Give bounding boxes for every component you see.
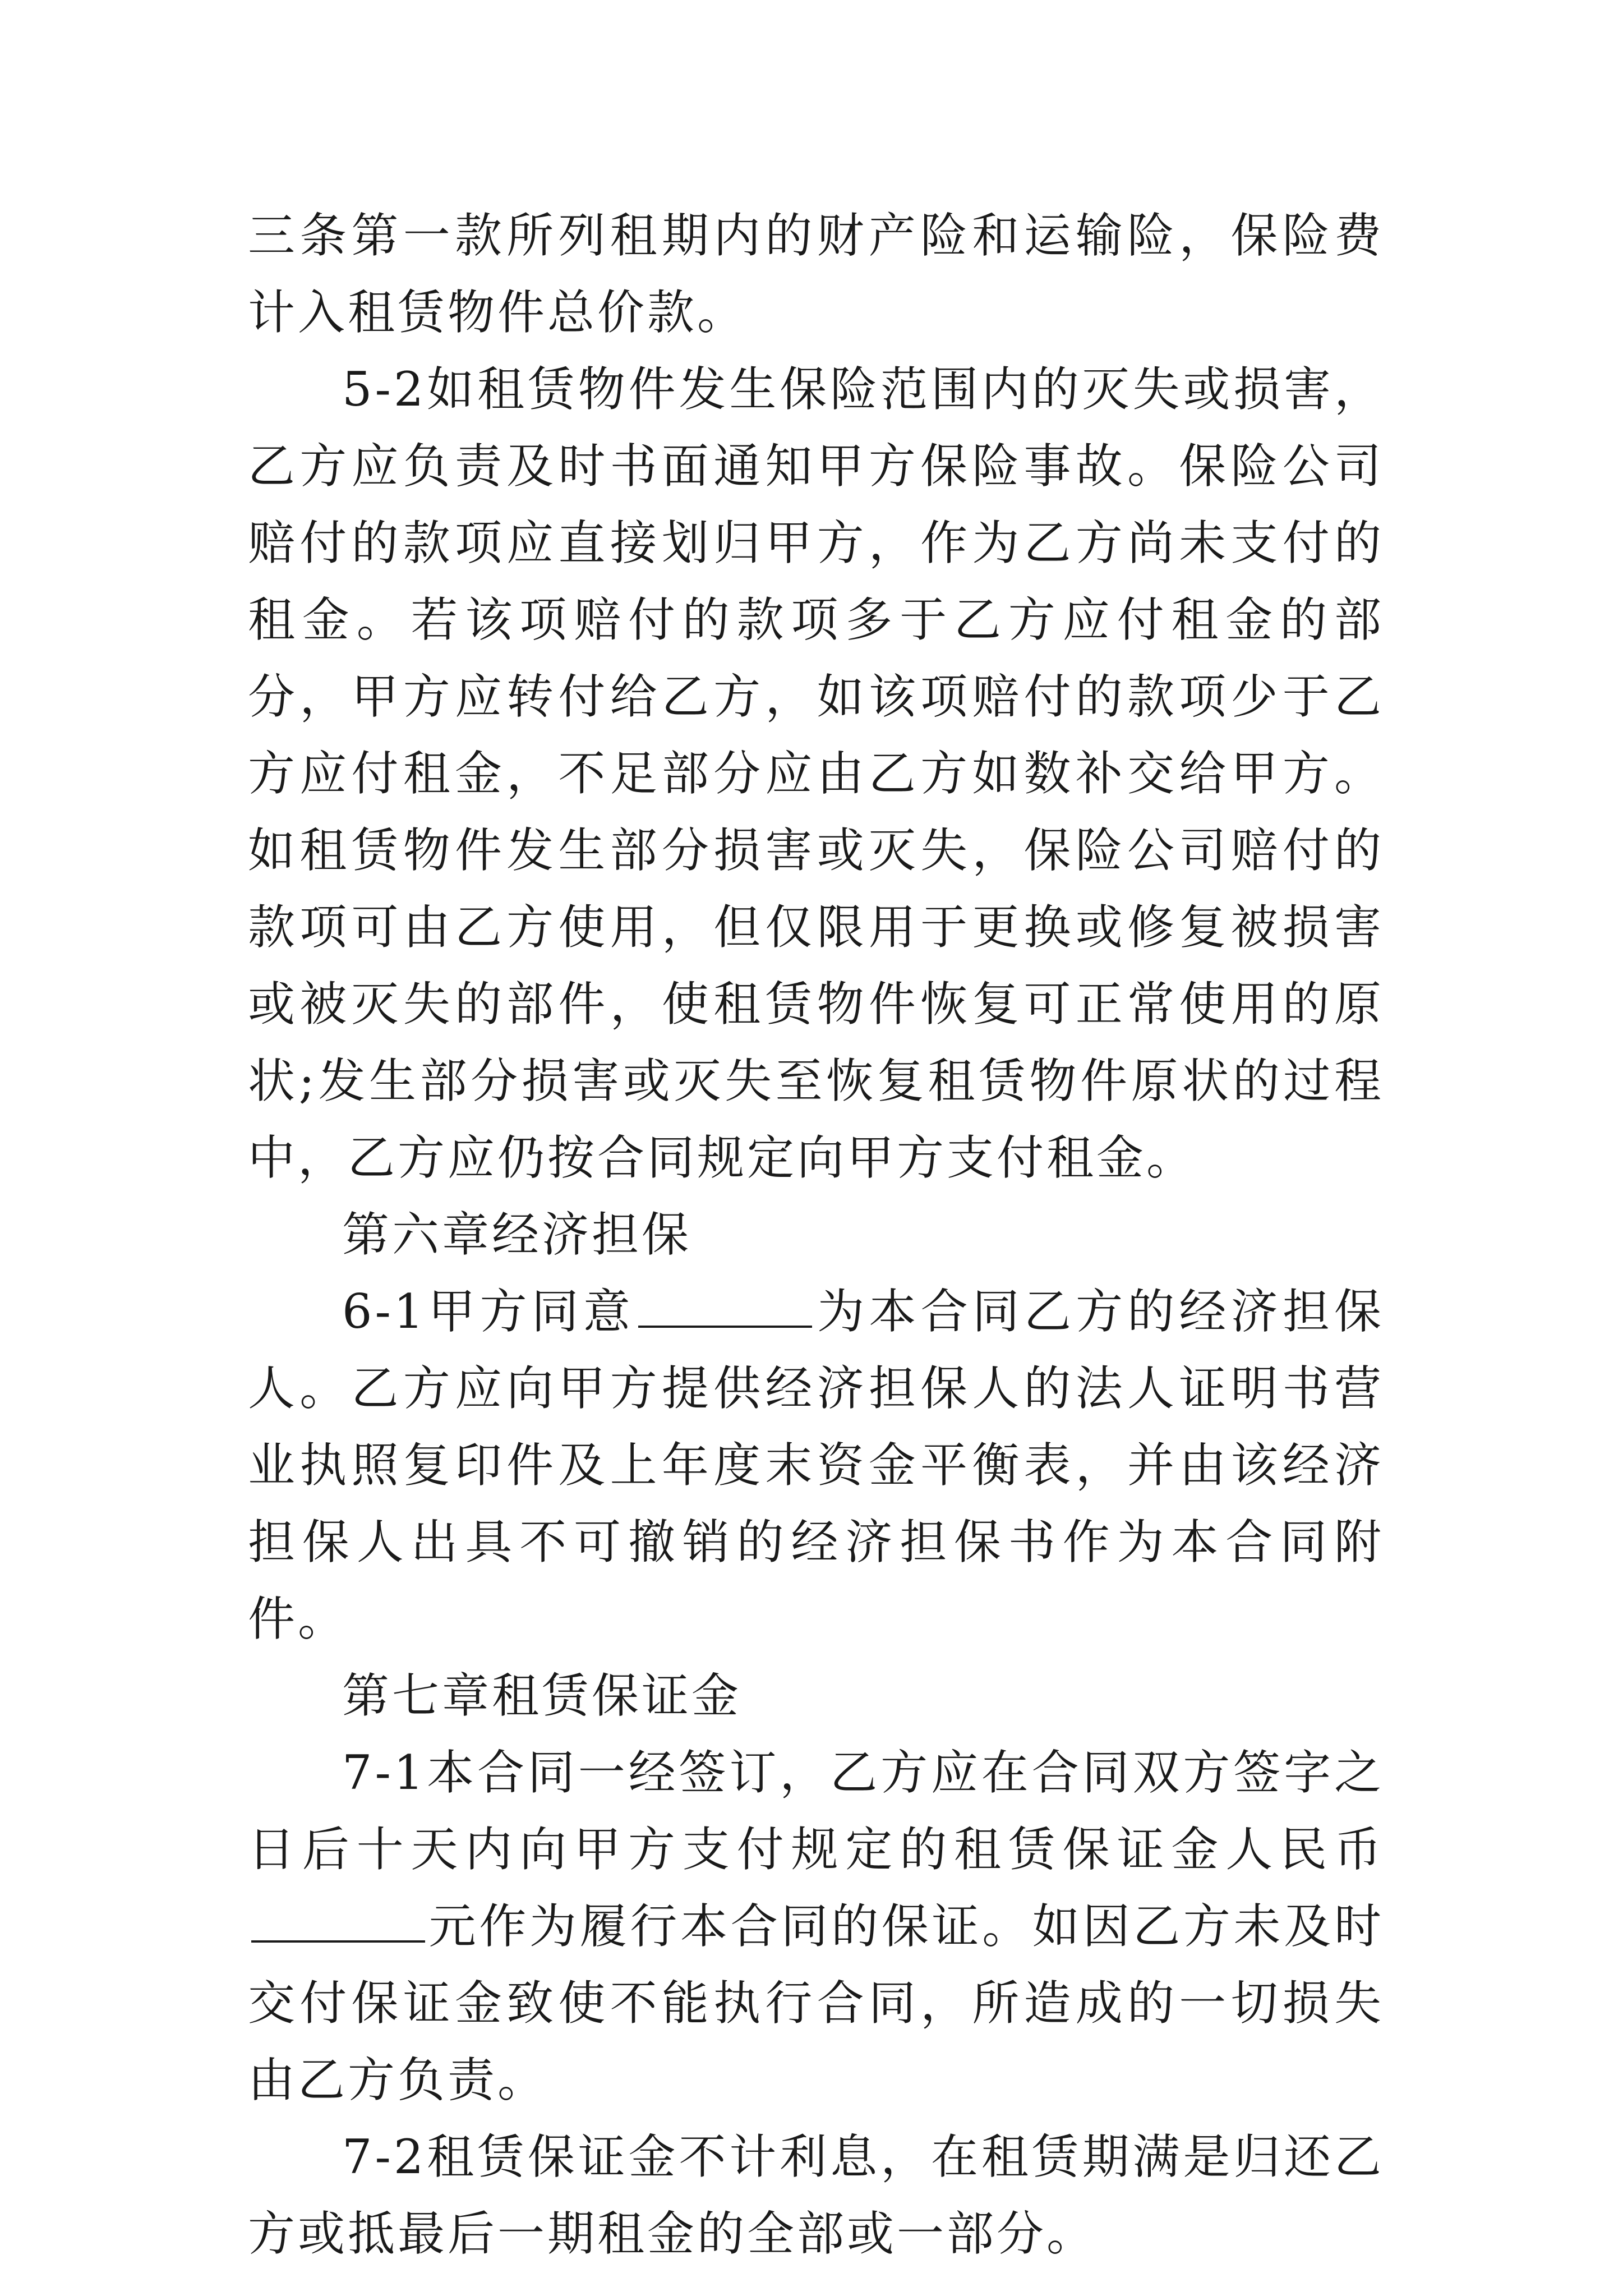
guarantor-blank	[638, 1292, 812, 1328]
paragraph-7-1-rest: 元作为履行本合同的保证。如因乙方未及时交付保证金致使不能执行合同，所造成的一切损失由乙方负责。	[248, 1899, 1384, 2108]
paragraph-7-1-lead: 7-1本合同一经签订，乙方应在合同双方签字之日后十天内向甲方支付规定的租赁保证金人民币	[248, 1745, 1384, 1877]
chapter-6-heading: 第六章经济担保	[342, 1207, 692, 1262]
paragraph-6-1-lead: 6-1甲方同意	[342, 1284, 635, 1339]
paragraph-6-1-rest: 为本合同乙方的经济担保人。乙方应向甲方提供经济担保人的法人证明书营业执照复印件及上年度末资金平衡表，并由该经济担保人出具不可撤销的经济担保书作为本合同附件。	[248, 1284, 1384, 1646]
paragraph-7-2: 7-2租赁保证金不计利息，在租赁期满是归还乙方或抵最后一期租金的全部或一部分。	[248, 2129, 1384, 2261]
chapter-7-heading: 第七章租赁保证金	[342, 1668, 742, 1723]
document-body	[248, 197, 1384, 2272]
paragraph-5-1-continuation: 三条第一款所列租期内的财产险和运输险，保险费计入租赁物件总价款。	[248, 208, 1384, 340]
paragraph-7-1	[248, 1734, 1384, 2119]
paragraph-5-2: 5-2如租赁物件发生保险范围内的灭失或损害，乙方应负责及时书面通知甲方保险事故。保险公司赔付的款项应直接划归甲方，作为乙方尚未支付的租金。若该项赔付的款项多于乙方应付租金的部分，甲方应转付给乙方，如该项赔付的款项少于乙方应付租金，不足部分应由乙方如数补交给甲方。如租赁物件发生部分损害或灭失，保险公司赔付的款项可由乙方使用，但仅限用于更换或修复被损害或被灭失的部件，使租赁物件恢复可正常使用的原状;发生部分损害或灭失至恢复租赁物件原状的过程中，乙方应仍按合同规定向甲方支付租金。	[248, 362, 1384, 1185]
deposit-amount-blank	[251, 1907, 425, 1943]
paragraph-6-1	[248, 1273, 1384, 1658]
